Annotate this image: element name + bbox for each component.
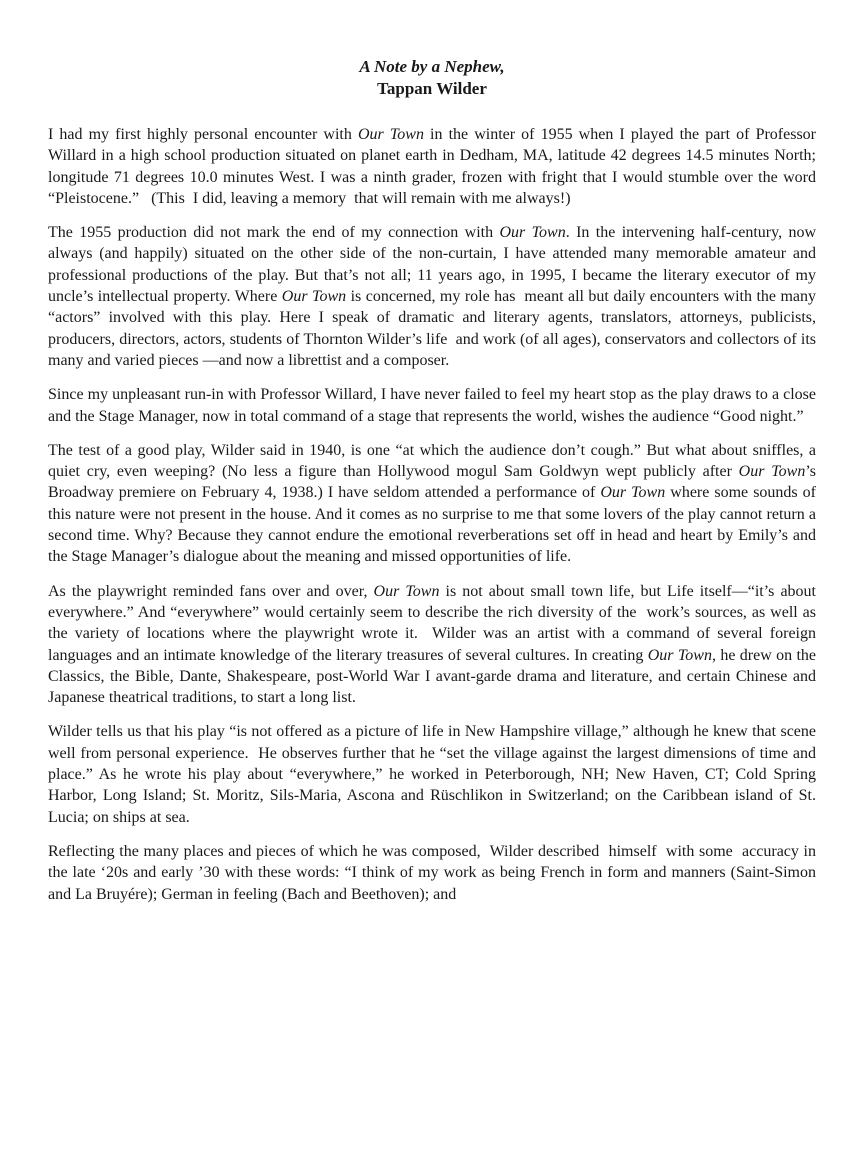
document-title [48,56,816,100]
text-run: Since my unpleasant run-in with Professor Willard, I have never failed to feel my heart stop as the play draws to a close and the Stage Manager, now in total command of a stage that represents the world, wishes the audience “Good night.” [48,386,820,425]
italic-text-run: Our Town [499,224,566,242]
text-run: is concerned, my role has meant all but daily encounters with the many “actors” involved with this play. Here I speak of dramatic and literary agents, translators, attorneys, publicists, producers, directors, actors, students of Thornton Wilder’s life and work (of all ages), conservators and collectors of its many and varied pieces —and now a librettist and a composer. [48,288,821,369]
author-line: Tappan Wilder [377,79,487,98]
italic-text-run: Our Town [373,582,440,600]
text-run: I had my first highly personal encounter with [48,126,358,143]
text-run: where some sounds of this nature were not present in the house. And it comes as no surprise to me that some lovers of the play cannot return a second time. Why? Because they cannot endure the emotional reverberations set off in head and heart by Emily’s and the Stage Manager’s dialogue about the meaning and missed opportunities of life. [48,484,820,566]
title-line: A Note by a Nephew, [359,57,505,76]
text-run: The 1955 production did not mark the end of my connection with [48,224,500,242]
paragraph [48,124,820,209]
text-run: in the winter of 1955 when I played the part of Professor Willard in a high school production situated on planet earth in Dedham, MA, latitude 42 degrees 14.5 minutes North; longitude 71 degrees 10.0 minutes West. I was a ninth grader, frozen with fright that I would stumble over the word “Pleistocene.” (This I did, leaving a memory that will remain with me always!) [48,126,820,207]
italic-text-run: Our Town [357,126,424,143]
text-run: . In the intervening half-century, now always (and happily) situated on the other side of the non-curtain, I have attended many memorable amateur and professional productions of the play. But that’s not all; 11 years ago, in 1995, I became the literary executor of my uncle’s intellectual property. Where [48,224,821,306]
text-run: Wilder tells us that his play “is not offered as a picture of life in New Hampshire village,” although he knew that scene well from personal experience. He observes further that he “set the village against the largest dimensions of time and place.” As he wrote his play about “everywhere,” he worked in Peterborough, NH; New Haven, CT; Cold Spring Harbor, Long Island; St. Moritz, Sils-Maria, Ascona and Rüschlikon in Switzerland; on the Caribbean island of St. Lucia; on ships at sea. [48,723,820,826]
text-run: , he drew on the Classics, the Bible, Dante, Shakespeare, post-World War I avant-garde drama and literature, and certain Chinese and Japanese theatrical traditions, to start a long list. [48,646,820,707]
italic-text-run: Our Town [281,288,347,306]
text-run: ’s Broadway premiere on February 4, 1938.) I have seldom attended a performance of [48,463,820,502]
document-body [48,124,821,905]
italic-text-run: Our Town [738,463,806,481]
text-run: Reflecting the many places and pieces of which he was composed, Wilder described himself with some accuracy in the late ‘20s and early ’30 with these words: “I think of my work as being French in form and manners (Saint-Simon and La Bruyére); German in feeling (Bach and Beethoven); and [48,842,820,903]
text-run: is not about small town life, but Life itself—“it’s about everywhere.” And “everywhere” would certainly seem to describe the rich diversity of the work’s sources, as well as the variety of locations where the playwright wrote it. Wilder was an artist with a command of several foreign languages and an intimate knowledge of the literary treasures of several cultures. In creating [48,582,820,664]
paragraph [48,841,820,905]
italic-text-run: Our Town [600,484,666,502]
paragraph [48,222,821,371]
paragraph [48,440,820,568]
italic-text-run: Our Town [647,646,712,664]
text-run: The test of a good play, Wilder said in 1940, is one “at which the audience don’t cough.” But what about sniffles, a quiet cry, even weeping? (No less a figure than Hollywood mogul Sam Goldwyn wept publicly after [48,441,820,481]
text-run: As the playwright reminded fans over and over, [48,582,374,600]
paragraph [48,721,820,827]
paragraph [48,581,820,709]
paragraph [48,384,820,427]
